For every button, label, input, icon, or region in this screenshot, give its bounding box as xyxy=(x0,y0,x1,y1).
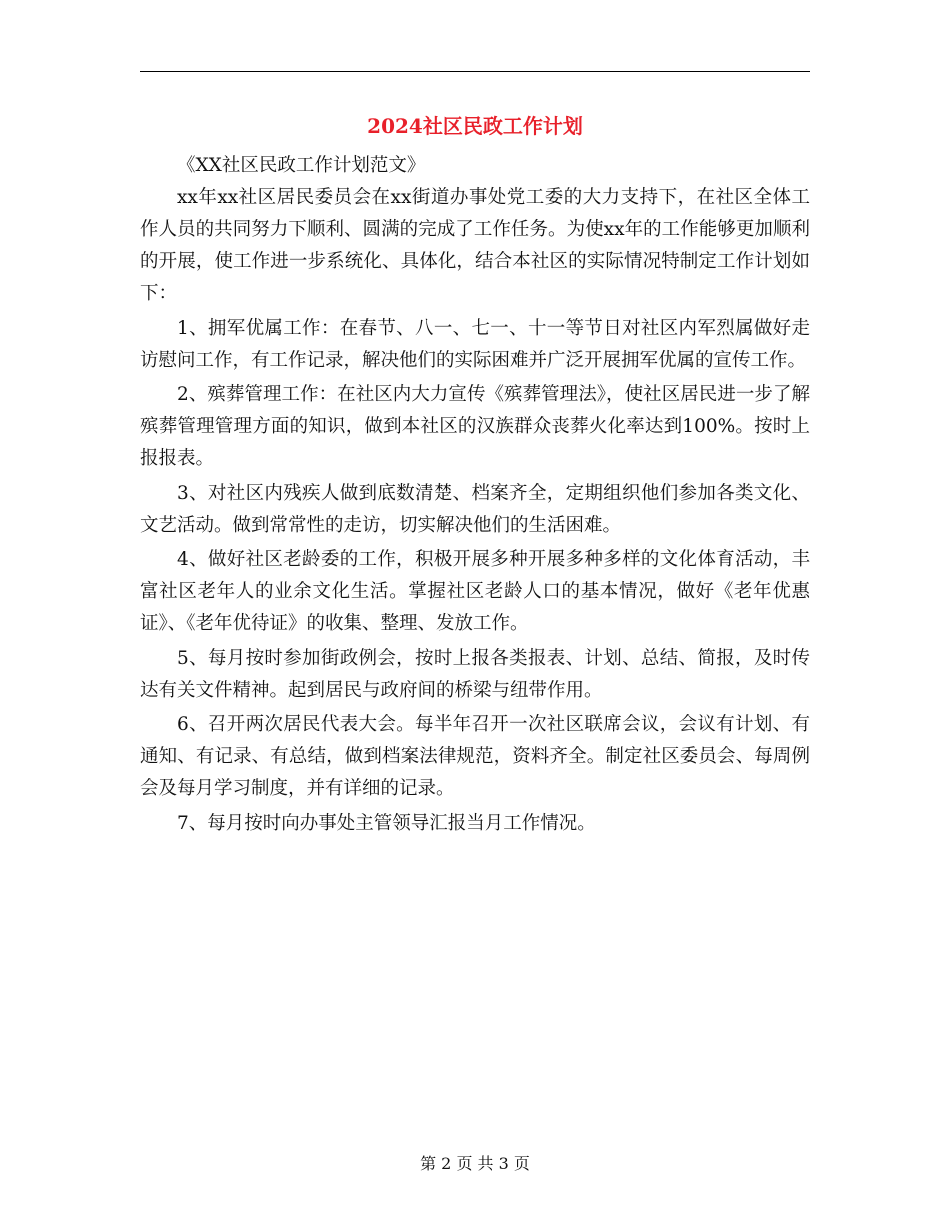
page-number: 第 2 页 共 3 页 xyxy=(420,1154,530,1173)
intro-paragraph: xx年xx社区居民委员会在xx街道办事处党工委的大力支持下，在社区全体工作人员的共同努力下顺利、圆满的完成了工作任务。为使xx年的工作能够更加顺利的开展，使工作进一步系统化、具体化，结合本社区的实际情况特制定工作计划如下： xyxy=(140,187,810,304)
plan-item-5: 5、每月按时参加街政例会，按时上报各类报表、计划、总结、简报，及时传达有关文件精神。起到居民与政府间的桥梁与纽带作用。 xyxy=(140,647,810,701)
plan-item-1: 1、拥军优属工作：在春节、八一、七一、十一等节日对社区内军烈属做好走访慰问工作，有工作记录，解决他们的实际困难并广泛开展拥军优属的宣传工作。 xyxy=(140,317,810,371)
plan-item-6: 6、召开两次居民代表大会。每半年召开一次社区联席会议，会议有计划、有通知、有记录、有总结，做到档案法律规范，资料齐全。制定社区委员会、每周例会及每月学习制度，并有详细的记录。 xyxy=(140,714,810,799)
plan-item-7: 7、每月按时向办事处主管领导汇报当月工作情况。 xyxy=(177,812,596,834)
plan-item-3: 3、对社区内残疾人做到底数清楚、档案齐全，定期组织他们参加各类文化、文艺活动。做到常常性的走访，切实解决他们的生活困难。 xyxy=(140,482,810,536)
document-body xyxy=(140,150,810,842)
header-rule xyxy=(140,71,810,72)
plan-item-4: 4、做好社区老龄委的工作，积极开展多种开展多种多样的文化体育活动，丰富社区老年人的业余文化生活。掌握社区老龄人口的基本情况，做好《老年优惠证》、《老年优待证》的收集、整理、发放工作。 xyxy=(140,549,810,634)
document-title: 2024社区民政工作计划 xyxy=(367,114,583,138)
document-subtitle: 《XX社区民政工作计划范文》 xyxy=(177,155,426,176)
plan-item-2: 2、殡葬管理工作：在社区内大力宣传《殡葬管理法》，使社区居民进一步了解殡葬管理管理方面的知识，做到本社区的汉族群众丧葬火化率达到100%。按时上报报表。 xyxy=(140,384,810,469)
